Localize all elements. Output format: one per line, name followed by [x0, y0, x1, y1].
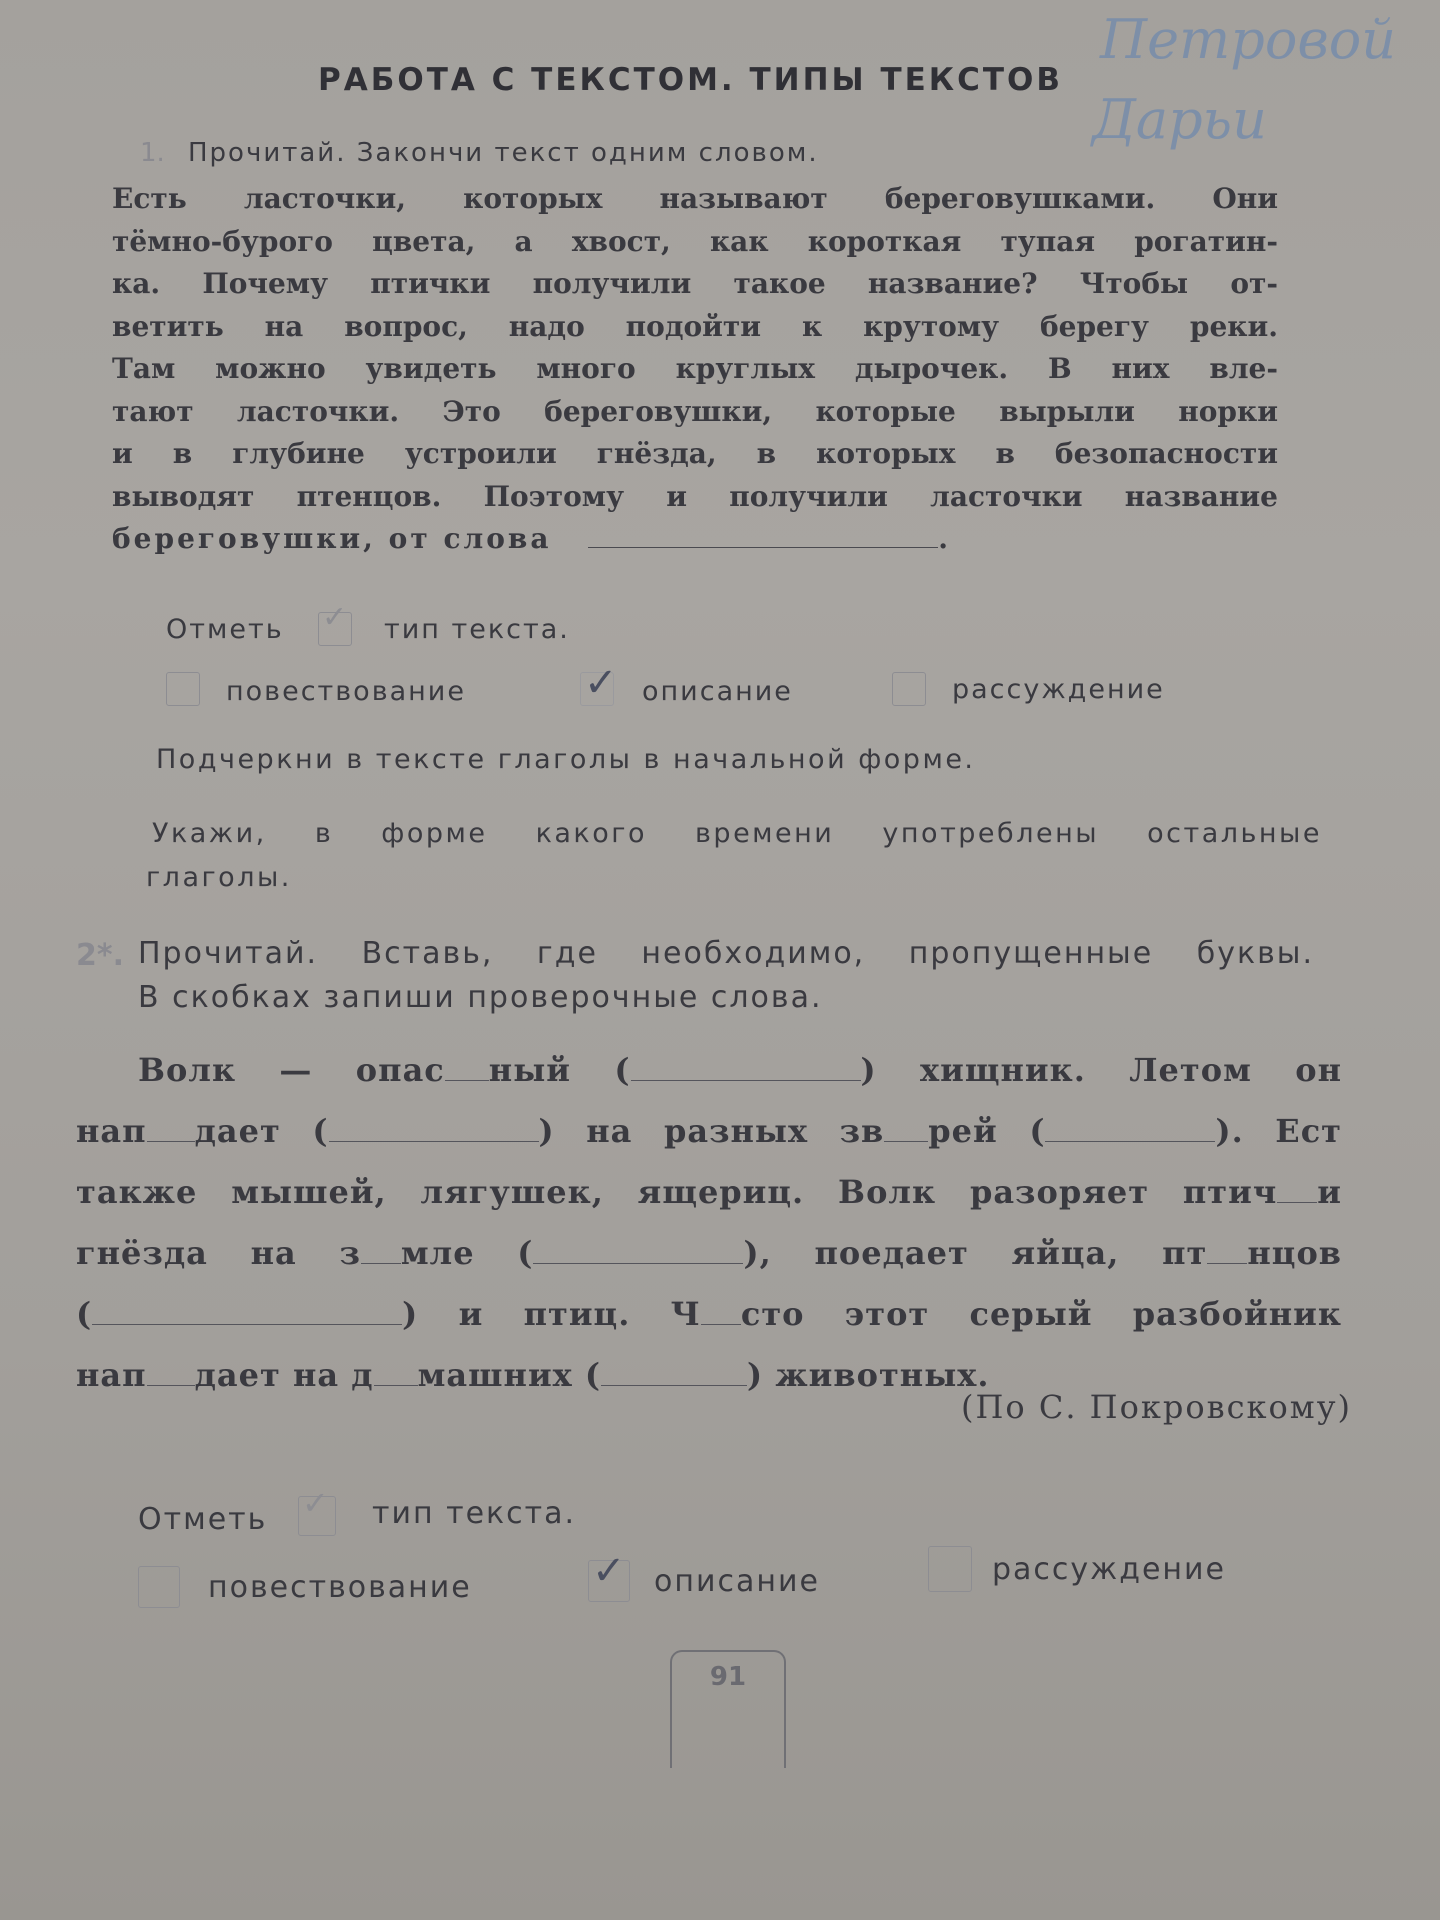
check-word-blank[interactable] — [533, 1231, 743, 1264]
checkbox-reasoning[interactable] — [892, 672, 926, 706]
handwritten-name: Дарьи — [1092, 88, 1267, 151]
instruction-tense-cont: глаголы. — [146, 862, 292, 893]
text-line: Есть ласточки, которых называют береговушками. Они — [112, 182, 1278, 215]
checkbox-reasoning-2[interactable] — [928, 1546, 972, 1592]
text-fragment: ) хищник. Летом он — [860, 1051, 1343, 1089]
letter-blank[interactable] — [374, 1353, 418, 1386]
task-2-text — [76, 1040, 1342, 1406]
text-fragment: Волк — опас — [138, 1051, 445, 1089]
option-description-2: описание — [654, 1564, 820, 1599]
text-line: ка. Почему птички получили такое название? Чтобы от- — [112, 267, 1278, 300]
text-fragment: дает на д — [194, 1356, 374, 1394]
text-fragment: дает ( — [194, 1112, 329, 1150]
page-number: 91 — [709, 1662, 747, 1692]
text-fragment: ( — [76, 1295, 93, 1333]
sample-check-icon: ✓ — [322, 600, 348, 635]
letter-blank[interactable] — [1207, 1231, 1247, 1264]
text-fragment: нап — [76, 1112, 147, 1150]
text-line: выводят птенцов. Поэтому и получили ласточки название — [112, 479, 1278, 513]
mark-type-suffix-2: тип текста. — [372, 1496, 577, 1531]
option-description: описание — [642, 676, 793, 707]
text-fragment: и — [1317, 1173, 1342, 1211]
text-fragment: ) животных. — [747, 1356, 990, 1394]
sample-check-icon-2: ✓ — [302, 1484, 329, 1522]
text-fragment: ). Ест — [1215, 1112, 1342, 1150]
text-author: (По С. Покровскому) — [961, 1388, 1352, 1426]
option-reasoning-2: рассуждение — [992, 1552, 1226, 1587]
text-line: тёмно-бурого цвета, а хвост, как короткая тупая рогатин- — [112, 224, 1278, 258]
text-fragment: сто этот серый разбойник — [740, 1295, 1343, 1333]
task-2-number: 2*. — [76, 938, 124, 973]
text-fragment: нап — [76, 1356, 147, 1394]
option-narration-2: повествование — [208, 1570, 472, 1605]
letter-blank[interactable] — [147, 1109, 195, 1142]
check-icon-2: ✓ — [592, 1548, 626, 1594]
text-fragment: ) — [402, 1295, 419, 1333]
letter-blank[interactable] — [1277, 1170, 1317, 1203]
task-2-heading-cont: В скобках запиши проверочные слова. — [138, 980, 823, 1015]
option-reasoning: рассуждение — [952, 674, 1165, 705]
mark-type-suffix: тип текста. — [384, 614, 570, 645]
check-word-blank[interactable] — [601, 1353, 747, 1386]
letter-blank[interactable] — [445, 1048, 489, 1081]
answer-blank[interactable] — [588, 547, 938, 548]
letter-blank[interactable] — [361, 1231, 401, 1264]
text-fragment: также мышей, лягушек, ящериц. Волк разоряет птич — [76, 1173, 1278, 1211]
check-word-blank[interactable] — [631, 1048, 861, 1081]
task-1-text: Есть ласточки, которых называют береговушками. Они тёмно-бурого цвета, а хвост, как короткая тупая рогатин- ка. Почему птички получили такое название? Чтобы от- ветить на вопрос, надо подойти к крутому берегу реки. Там можно увидеть много круглых дырочек. В них вле- тают ласточки. Это береговушки, которые вырыли норки и в глубине устроили гнёзда, в которых в безопасности выводят птенцов. Поэтому и получили ласточки название береговушки, от слова . — [112, 178, 1278, 561]
check-word-blank[interactable] — [1045, 1109, 1215, 1142]
text-fragment: ) на разных зв — [538, 1112, 885, 1150]
page-title: РАБОТА С ТЕКСТОМ. ТИПЫ ТЕКСТОВ — [318, 62, 1063, 98]
text-fragment: гнёзда на з — [76, 1234, 361, 1272]
task-1-heading: Прочитай. Закончи текст одним словом. — [188, 138, 819, 168]
letter-blank[interactable] — [147, 1353, 195, 1386]
text-fragment: мле ( — [400, 1234, 534, 1272]
text-fragment: нцов — [1247, 1234, 1343, 1272]
task-1-number: 1. — [140, 138, 165, 168]
option-narration: повествование — [226, 676, 466, 707]
instruction-tense: Укажи, в форме какого времени употреблены остальные — [152, 818, 1322, 849]
text-line: ветить на вопрос, надо подойти к крутому берегу реки. — [112, 309, 1278, 343]
mark-type-label: Отметь — [166, 614, 284, 645]
text-line: тают ласточки. Это береговушки, которые вырыли норки — [112, 394, 1278, 428]
task-2-heading: Прочитай. Вставь, где необходимо, пропущенные буквы. — [138, 936, 1314, 971]
text-fragment: рей ( — [928, 1112, 1046, 1150]
instruction-underline: Подчеркни в тексте глаголы в начальной форме. — [156, 744, 976, 775]
check-word-blank[interactable] — [92, 1292, 402, 1325]
text-line: и в глубине устроили гнёзда, в которых в безопасности — [112, 437, 1278, 470]
check-icon: ✓ — [584, 660, 618, 706]
text-fragment: ), поедает яйца, пт — [743, 1234, 1208, 1272]
letter-blank[interactable] — [701, 1292, 741, 1325]
handwritten-surname: Петровой — [1100, 8, 1397, 71]
page-number-box — [670, 1650, 786, 1768]
mark-type-label-2: Отметь — [138, 1502, 268, 1537]
checkbox-narration[interactable] — [166, 672, 200, 706]
text-line: береговушки, от слова — [112, 522, 552, 555]
check-word-blank[interactable] — [329, 1109, 539, 1142]
letter-blank[interactable] — [884, 1109, 928, 1142]
text-fragment: ный ( — [488, 1051, 631, 1089]
checkbox-narration-2[interactable] — [138, 1566, 180, 1608]
text-fragment: и птиц. Ч — [458, 1295, 701, 1333]
text-line: Там можно увидеть много круглых дырочек. В них вле- — [112, 352, 1278, 385]
text-fragment: машних ( — [417, 1356, 602, 1394]
